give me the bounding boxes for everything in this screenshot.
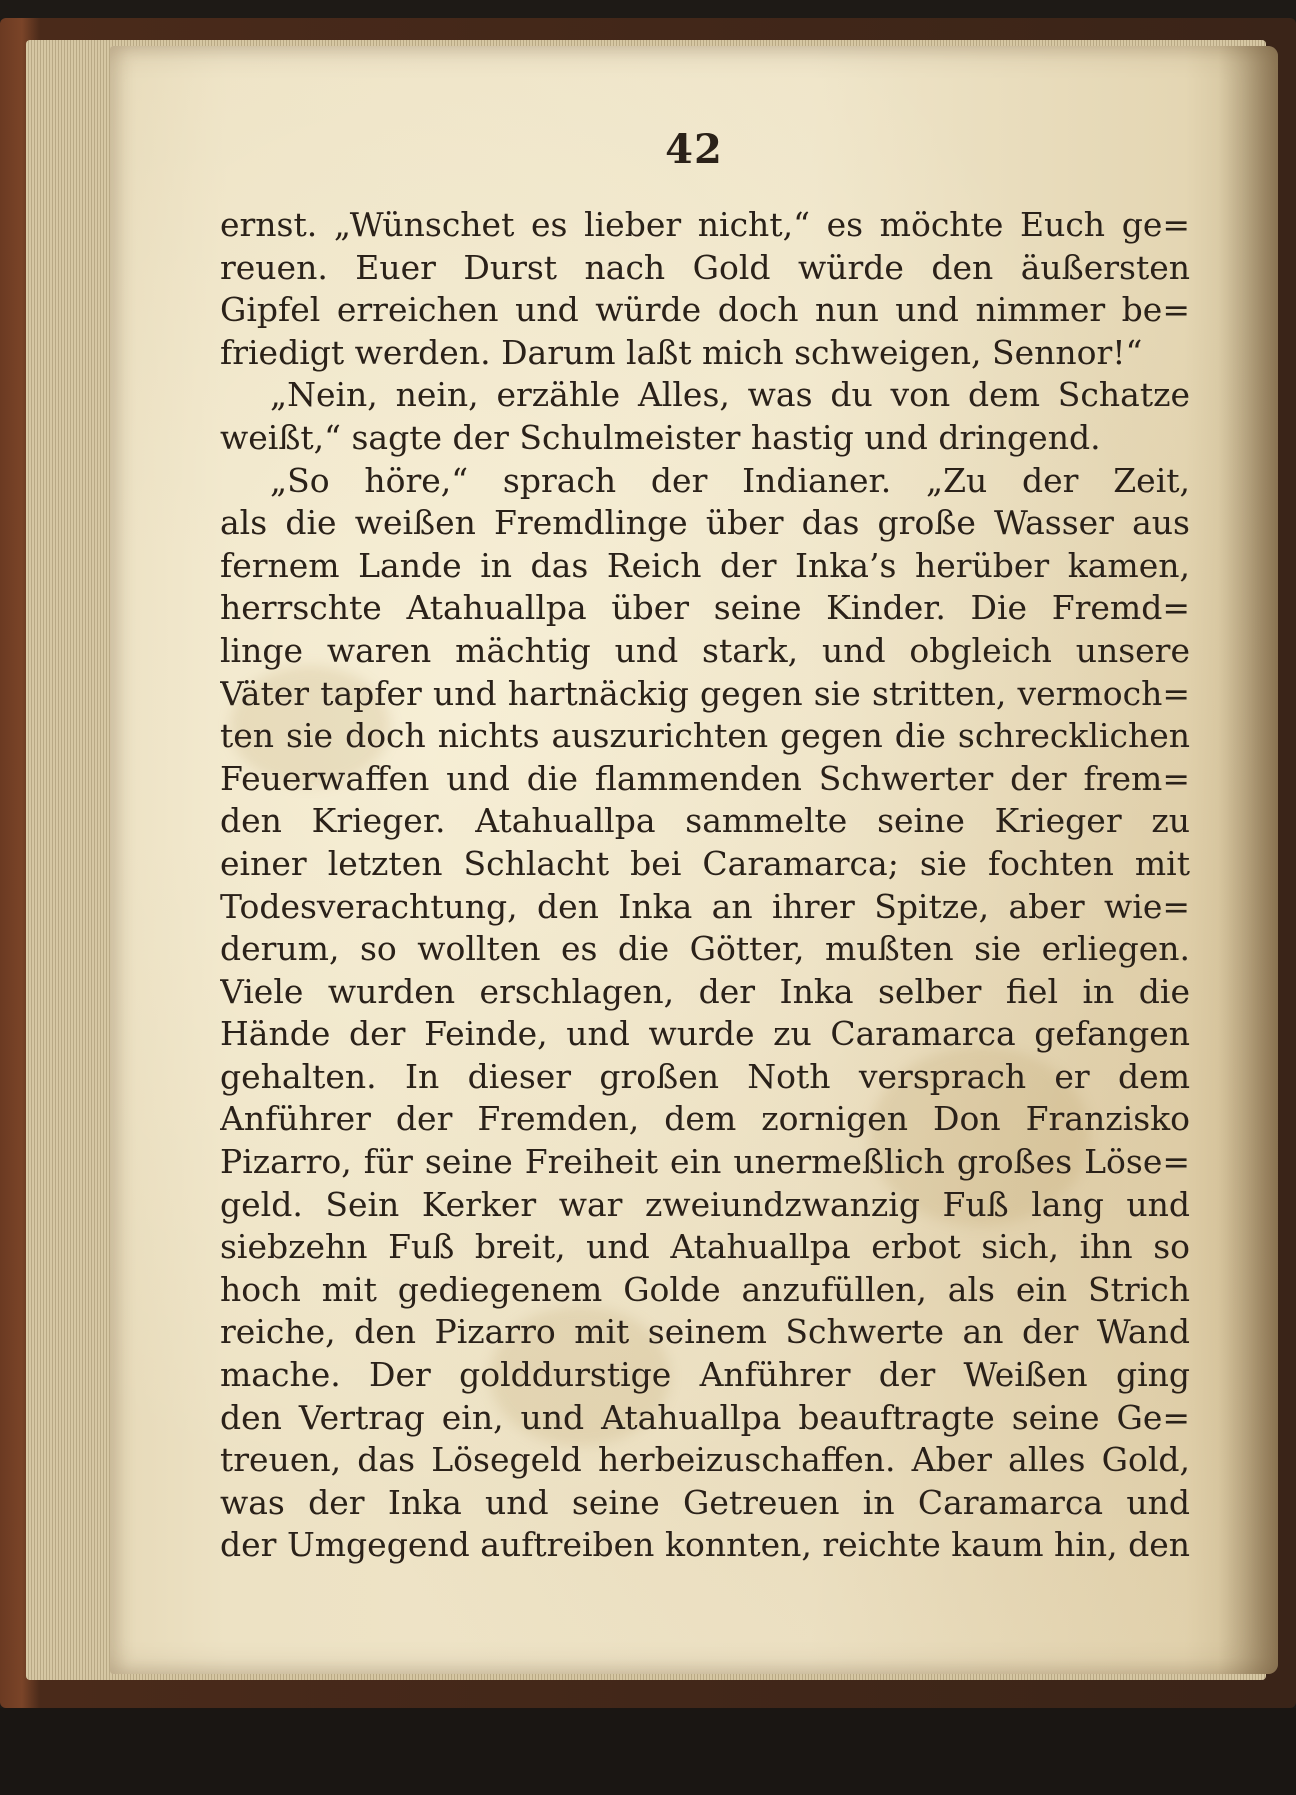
- text-line: reuen. Euer Durst nach Gold würde den äußersten: [220, 247, 1190, 287]
- text-line: gehalten. In dieser großen Noth versprach er dem: [220, 1056, 1190, 1096]
- text-line: Gipfel erreichen und würde doch nun und nimmer be=: [220, 290, 1190, 330]
- text-line: herrschte Atahuallpa über seine Kinder. Die Fremd=: [220, 588, 1190, 628]
- page-number: 42: [665, 126, 723, 173]
- text-line: „So höre,“ sprach der Indianer. „Zu der Zeit,: [270, 460, 1190, 500]
- scan-background: [0, 1708, 1296, 1795]
- text-line: Feuerwaffen und die flammenden Schwerter der frem=: [220, 758, 1190, 798]
- text-line: treuen, das Lösegeld herbeizuschaffen. Aber alles Gold,: [220, 1440, 1190, 1480]
- text-line: hoch mit gediegenem Golde anzufüllen, als ein Strich: [220, 1269, 1190, 1309]
- text-line: den Krieger. Atahuallpa sammelte seine Krieger zu: [220, 801, 1190, 841]
- text-line: mache. Der golddurstige Anführer der Weißen ging: [220, 1355, 1190, 1395]
- text-line: Pizarro, für seine Freiheit ein unermeßlich großes Löse=: [220, 1142, 1190, 1182]
- text-line: den Vertrag ein, und Atahuallpa beauftragte seine Ge=: [220, 1397, 1190, 1437]
- text-line: Hände der Feinde, und wurde zu Caramarca gefangen: [220, 1014, 1190, 1054]
- text-line: ernst. „Wünschet es lieber nicht,“ es möchte Euch ge=: [220, 205, 1190, 244]
- text-line: einer letzten Schlacht bei Caramarca; sie fochten mit: [220, 843, 1190, 883]
- text-line: als die weißen Fremdlinge über das große Wasser aus: [220, 503, 1190, 543]
- text-line: „Nein, nein, erzähle Alles, was du von dem Schatze: [270, 375, 1190, 415]
- text-line: Väter tapfer und hartnäckig gegen sie stritten, vermoch=: [220, 673, 1190, 713]
- gutter-shadow: [1218, 46, 1278, 1674]
- text-line: fernem Lande in das Reich der Inka’s herüber kamen,: [220, 545, 1190, 585]
- text-line: geld. Sein Kerker war zweiundzwanzig Fuß lang und: [220, 1184, 1190, 1224]
- text-line: siebzehn Fuß breit, und Atahuallpa erbot sich, ihn so: [220, 1227, 1190, 1267]
- text-line: Viele wurden erschlagen, der Inka selber fiel in die: [220, 971, 1190, 1011]
- text-line: friedigt werden. Darum laßt mich schweigen, Sennor!“: [220, 332, 1143, 372]
- text-line: ten sie doch nichts auszurichten gegen die schrecklichen: [220, 716, 1190, 756]
- text-line: der Umgegend auftreiben konnten, reichte kaum hin, den: [220, 1525, 1190, 1565]
- text-line: Todesverachtung, den Inka an ihrer Spitze, aber wie=: [220, 886, 1190, 926]
- text-line: reiche, den Pizarro mit seinem Schwerte an der Wand: [220, 1312, 1190, 1352]
- text-line: weißt,“ sagte der Schulmeister hastig und dringend.: [220, 417, 1101, 457]
- text-line: derum, so wollten es die Götter, mußten sie erliegen.: [220, 929, 1190, 969]
- book-page: [110, 46, 1278, 1674]
- body-text: [220, 204, 1190, 1567]
- text-line: was der Inka und seine Getreuen in Caramarca und: [220, 1482, 1190, 1522]
- text-line: Anführer der Fremden, dem zornigen Don Franzisko: [220, 1099, 1190, 1139]
- text-line: linge waren mächtig und stark, und obgleich unsere: [220, 630, 1190, 670]
